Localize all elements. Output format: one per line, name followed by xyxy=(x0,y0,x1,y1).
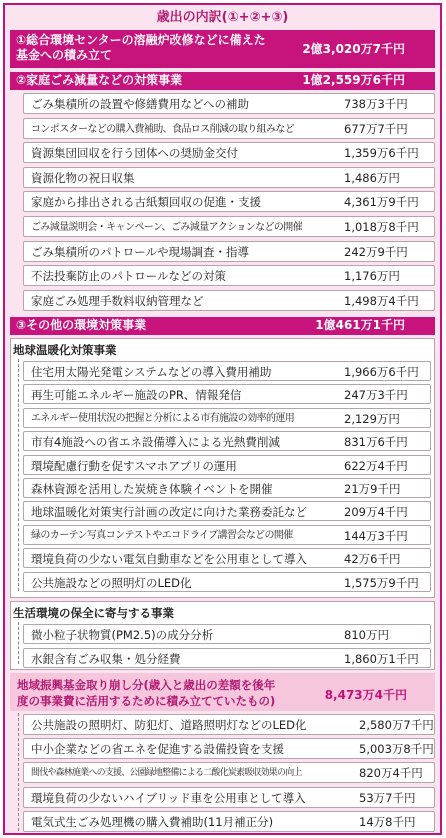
fund-label-line2: 度の事業費に活用するために積み立てていたもの) xyxy=(17,694,276,708)
group1-item-label: 緑のカーテン写真コンテストやエコドライブ講習会などの開催 xyxy=(31,529,293,541)
section2-item-label: コンポスターなどの購入費補助、食品ロス削減の取り組みなど xyxy=(31,123,295,135)
fund-item-amount: 2,580万7千円 xyxy=(359,718,434,732)
section2-item-label: 家庭から排出される古紙類回収の促進・支援 xyxy=(31,195,261,210)
group2-item-label: 水銀含有ごみ収集・処分経費 xyxy=(31,652,181,666)
group1-item-amount: 21万9千円 xyxy=(344,482,401,496)
fund-label xyxy=(17,677,275,709)
fund-item-row xyxy=(23,714,435,735)
group2-dashed-guide xyxy=(18,622,19,664)
group2-heading: 生活環境の保全に寄与する事業 xyxy=(13,606,174,620)
fund-band xyxy=(10,673,435,711)
group1-item-row xyxy=(23,501,431,521)
group1-item-label: 森林資源を活用した炭焼き体験イベントを開催 xyxy=(31,482,273,496)
section2-item-row xyxy=(23,93,435,114)
group1-item-amount: 622万4千円 xyxy=(344,458,408,473)
fund-item-label: 電気式生ごみ処理機の購入費補助(11月補正分) xyxy=(31,814,274,829)
section2-item-label: 資源集団回収を行う団体への奨励金交付 xyxy=(31,146,238,161)
group1-item-label: 地球温暖化対策実行計画の改定に向けた業務委託など xyxy=(31,505,307,520)
section3-amount: 1億461万1千円 xyxy=(315,318,405,332)
group1-dashed-guide xyxy=(18,359,19,591)
fund-item-amount: 5,003万8千円 xyxy=(359,742,434,757)
group1-item-row xyxy=(23,455,431,475)
section1-amount: 2億3,020万7千円 xyxy=(302,42,405,56)
fund-item-label: 中小企業などの省エネを促進する設備投資を支援 xyxy=(31,742,284,757)
section2-item-row xyxy=(23,167,435,188)
section2-band xyxy=(10,72,435,90)
group1-item-amount: 209万4千円 xyxy=(344,505,408,520)
group1-heading: 地球温暖化対策事業 xyxy=(13,343,117,357)
group1-item-row xyxy=(23,384,431,404)
group1-item-amount: 1,966万6千円 xyxy=(344,365,419,379)
group2-item-amount: 1,860万1千円 xyxy=(344,652,419,666)
section3-band xyxy=(10,317,435,335)
group1-item-label: エネルギー使用状況の把握と分析による市有施設の効率的運用 xyxy=(31,412,295,424)
group1-item-amount: 831万6千円 xyxy=(344,435,408,450)
section2-item-row xyxy=(23,265,435,286)
section2-item-amount: 677万7千円 xyxy=(344,121,408,136)
section2-item-row xyxy=(23,118,435,139)
group1-item-label: 公共施設などの照明灯のLED化 xyxy=(31,575,192,590)
group1-item-amount: 2,129万円 xyxy=(344,411,400,426)
fund-item-row xyxy=(23,787,435,808)
section2-item-amount: 1,498万4千円 xyxy=(344,293,419,308)
fund-label-line1: 地域振興基金取り崩し分(歳入と歳出の差額を後年 xyxy=(17,678,276,692)
section3-label: ③その他の環境対策事業 xyxy=(16,318,147,332)
section2-item-amount: 242万9千円 xyxy=(344,244,408,259)
section2-item-amount: 1,176万円 xyxy=(344,269,400,284)
section2-item-row xyxy=(23,191,435,212)
fund-item-row xyxy=(23,762,435,783)
group2-item-label: 微小粒子状物質(PM2.5)の成分分析 xyxy=(31,628,214,642)
fund-item-label: 間伐や森林施業への支援、公園緑地整備による二酸化炭素吸収効果の向上 xyxy=(31,768,302,779)
group1-item-amount: 1,575万9千円 xyxy=(344,575,419,590)
section2-item-row xyxy=(23,241,435,262)
section2-label: ②家庭ごみ減量などの対策事業 xyxy=(16,73,183,87)
group1-item-label: 環境負荷の少ない電気自動車などを公用車として導入 xyxy=(31,552,307,567)
section2-amount: 1億2,559万6千円 xyxy=(302,73,405,87)
section2-item-row xyxy=(23,216,435,237)
fund-item-amount: 14万8千円 xyxy=(359,814,416,829)
panel-title: 歳出の内訳(①+②+③) xyxy=(156,10,289,25)
group1-item-row xyxy=(23,361,431,381)
section2-item-label: ごみ減量説明会・キャンペーン、ごみ減量アクションなどの開催 xyxy=(31,222,303,233)
section2-item-row xyxy=(23,142,435,163)
section2-item-amount: 1,359万6千円 xyxy=(344,146,419,161)
section2-item-amount: 1,486万円 xyxy=(344,170,400,185)
section2-item-amount: 738万3千円 xyxy=(344,97,408,111)
section2-item-label: ごみ集積所のパトロールや現場調査・指導 xyxy=(31,244,250,259)
group1-item-label: 住宅用太陽光発電システムなどの導入費用補助 xyxy=(31,365,272,379)
group1-item-label: 再生可能エネルギー施設のPR、情報発信 xyxy=(31,388,242,403)
section2-item-label: 資源化物の祝日収集 xyxy=(31,170,135,185)
fund-amount: 8,473万4千円 xyxy=(324,688,407,702)
group1-item-label: 市有4施設への省エネ設備導入による光熱費削減 xyxy=(31,435,280,450)
group1-item-row xyxy=(23,548,431,568)
section2-item-row xyxy=(23,290,435,311)
section2-item-amount: 1,018万8千円 xyxy=(344,220,419,234)
fund-item-amount: 820万4千円 xyxy=(359,766,423,781)
group1-item-amount: 247万3千円 xyxy=(344,388,408,403)
group1-item-row xyxy=(23,478,431,498)
section2-item-label: 不法投棄防止のパトロールなどの対策 xyxy=(31,269,227,284)
fund-item-label: 公共施設の照明灯、防犯灯、道路照明灯などのLED化 xyxy=(31,718,307,732)
section2-item-label: ごみ集積所の設置や修繕費用などへの補助 xyxy=(31,97,250,111)
section1-label-line1: ①総合環境センターの溶融炉改修などに備えた xyxy=(16,33,266,47)
section2-item-amount: 4,361万9千円 xyxy=(344,195,419,210)
group1-item-row xyxy=(23,525,431,545)
fund-item-row xyxy=(23,811,435,832)
group1-item-row xyxy=(23,408,431,428)
group1-item-row xyxy=(23,572,431,592)
section2-item-label: 家庭ごみ処理手数料収納管理など xyxy=(31,293,204,308)
fund-item-row xyxy=(23,738,435,759)
fund-dashed-guide xyxy=(18,713,19,831)
section1-label-line2: 基金への積み立て xyxy=(16,48,113,62)
group1-item-label: 環境配慮行動を促すスマホアプリの運用 xyxy=(31,458,237,473)
group2-item-row xyxy=(23,624,431,644)
section1-band xyxy=(10,30,435,68)
group1-item-amount: 144万3千円 xyxy=(344,528,408,543)
budget-breakdown-panel xyxy=(3,3,442,835)
fund-item-amount: 53万7千円 xyxy=(359,790,416,805)
group2-item-amount: 810万円 xyxy=(344,628,389,642)
group2-item-row xyxy=(23,648,431,668)
fund-item-label: 環境負荷の少ないハイブリッド車を公用車として導入 xyxy=(31,790,306,805)
group1-item-amount: 42万6千円 xyxy=(344,552,401,567)
section1-label xyxy=(16,33,266,63)
group1-item-row xyxy=(23,431,431,451)
